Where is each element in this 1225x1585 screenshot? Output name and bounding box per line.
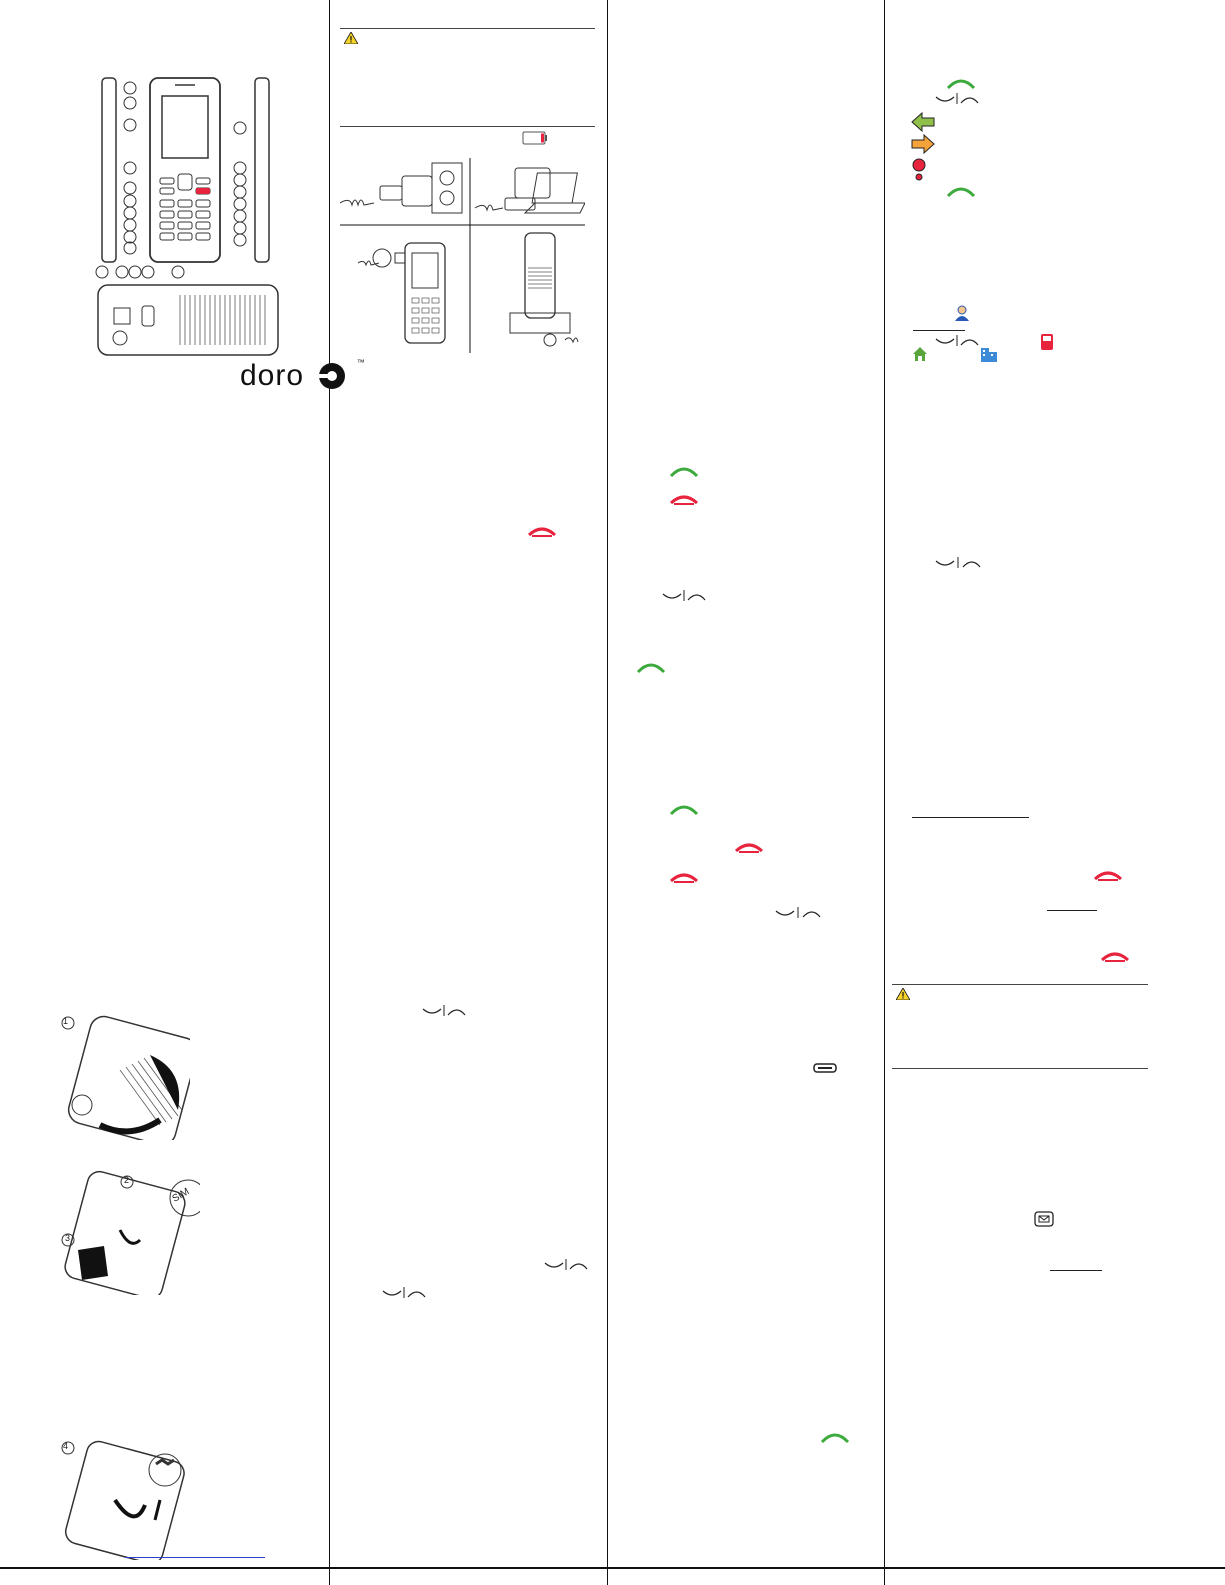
section-link-underline[interactable]: [912, 817, 1029, 818]
call-button-icon: [946, 78, 976, 90]
step-4-number: 4: [63, 1441, 69, 1451]
contact-icon: [954, 305, 970, 321]
warning-triangle-icon: [344, 32, 358, 44]
step-1-number: 1: [63, 1016, 69, 1026]
selection-buttons-icon: [934, 93, 980, 105]
selection-buttons-icon: [661, 590, 707, 602]
call-button-icon: [669, 804, 699, 816]
selection-buttons-icon: [934, 557, 984, 569]
back-arrow-icon: [910, 112, 936, 132]
step-2-number: 2: [124, 1175, 130, 1185]
call-button-icon: [946, 186, 976, 198]
warning-box-bottom-rule: [892, 1068, 1148, 1069]
call-button-icon: [669, 466, 699, 478]
step-4-illustration: [60, 1440, 190, 1560]
step-1-illustration: [60, 1015, 190, 1140]
home-icon: [912, 346, 928, 362]
inline-link-underline[interactable]: [1050, 1270, 1102, 1271]
column-divider-1: [329, 0, 330, 1585]
end-call-button-icon: [1100, 951, 1130, 963]
call-button-icon: [820, 1432, 850, 1444]
message-icon: [1034, 1211, 1054, 1227]
mobile-icon: [1040, 334, 1054, 350]
warning-triangle-icon: [896, 988, 910, 1000]
selection-buttons-icon: [774, 907, 824, 919]
column-divider-2: [607, 0, 608, 1585]
doro-logo: doro ™: [240, 358, 366, 393]
end-call-button-icon: [1093, 870, 1123, 882]
inline-link-underline[interactable]: [1047, 910, 1097, 911]
alert-icon: [912, 158, 926, 182]
link-underline[interactable]: [125, 1557, 265, 1558]
phone-overview-diagram: [90, 70, 290, 370]
charging-options-grid: [340, 158, 585, 353]
sim-card-label: SIM: [170, 1186, 192, 1205]
bottom-rule: [0, 1567, 1225, 1569]
selection-buttons-icon: [421, 1005, 467, 1017]
step-3-number: 3: [65, 1233, 71, 1243]
battery-low-icon: [522, 131, 548, 145]
forward-arrow-icon: [910, 134, 936, 154]
warning-box-top-rule: [892, 984, 1148, 985]
office-icon: [980, 346, 998, 362]
end-call-button-icon: [669, 494, 699, 506]
charging-connector-icon: [813, 1063, 837, 1073]
end-call-button-icon: [527, 526, 557, 538]
column-divider-3: [884, 0, 885, 1585]
warning-box-bottom-rule: [340, 126, 595, 127]
selection-buttons-icon: [934, 335, 980, 347]
selection-buttons-icon: [543, 1259, 589, 1271]
selection-buttons-icon: [381, 1287, 427, 1299]
end-call-button-icon: [734, 842, 764, 854]
step-2-3-illustration: [60, 1170, 200, 1295]
heading-underline: [913, 330, 965, 331]
warning-box-top-rule: [340, 28, 595, 29]
doro-logo-mark: [317, 361, 347, 391]
call-button-icon: [636, 662, 666, 674]
end-call-button-icon: [669, 872, 699, 884]
